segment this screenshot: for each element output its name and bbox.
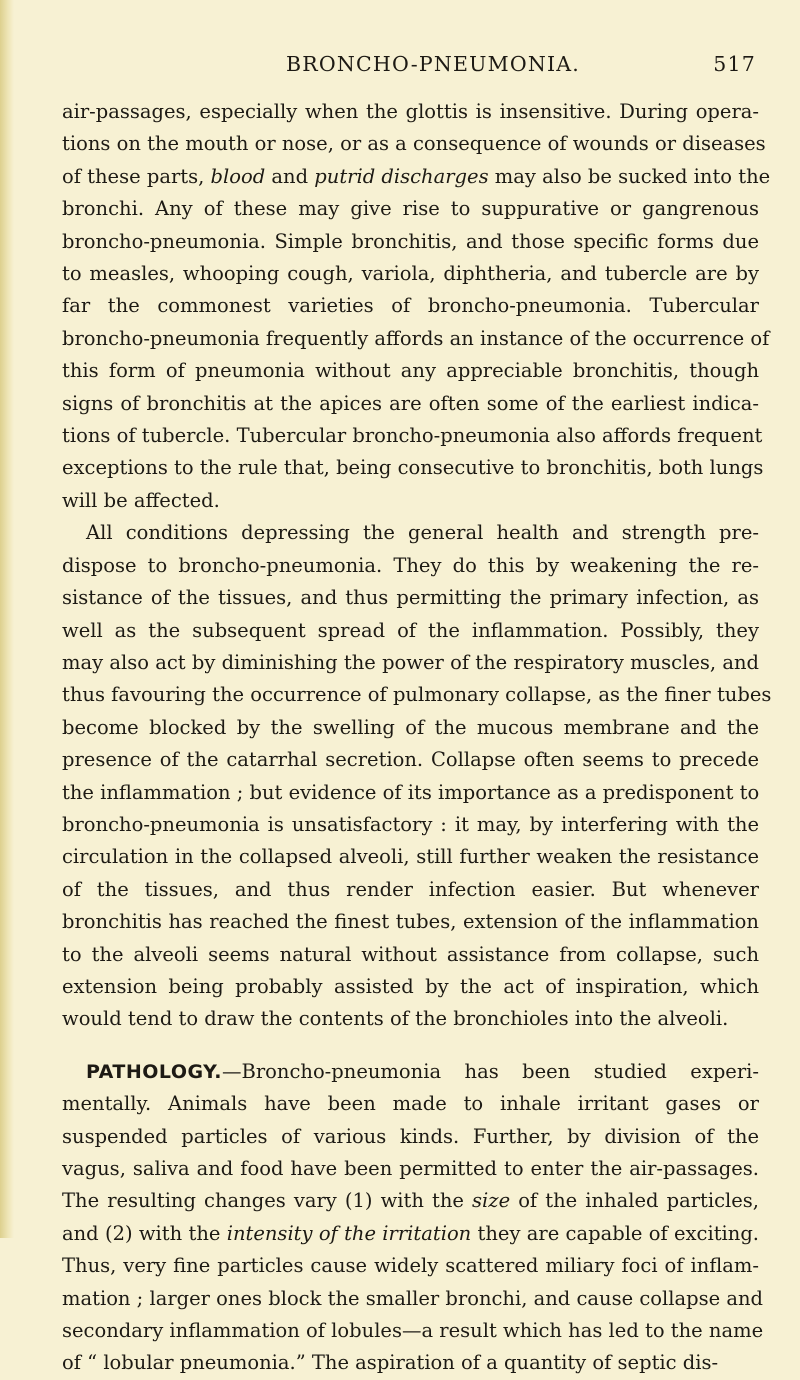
text-line: All conditions depressing the general health and strength pre-	[86, 521, 759, 545]
text-line: tions of tubercle. Tubercular broncho-pneumonia also affords frequent	[62, 424, 763, 448]
text-line: broncho-pneumonia is unsatisfactory : it may, by interfering with the	[62, 812, 759, 836]
text-line: vagus, saliva and food have been permitted to enter the air-passages.	[62, 1157, 759, 1180]
text-line: will be affected.	[62, 488, 220, 512]
text-line: of these parts, blood and putrid discharges may also be sucked into the	[62, 164, 771, 188]
text-line: sistance of the tissues, and thus permitting the primary infection, as	[62, 586, 759, 610]
text-line: of the tissues, and thus render infection easier. But whenever	[62, 877, 759, 901]
paragraph-pathology	[62, 1056, 764, 1380]
text-line: of “ lobular pneumonia.” The aspiration of a quantity of septic dis-	[62, 1351, 719, 1375]
text-line: thus favouring the occurrence of pulmonary collapse, as the finer tubes	[62, 683, 772, 707]
running-title: BRONCHO-PNEUMONIA.	[286, 52, 581, 76]
text-line: signs of bronchitis at the apices are often some of the earliest indica-	[62, 391, 759, 415]
text-line: may also act by diminishing the power of the respiratory muscles, and	[62, 650, 759, 674]
text-line: far the commonest varieties of broncho-pneumonia. Tubercular	[62, 294, 759, 318]
text-line: broncho-pneumonia frequently affords an instance of the occurrence of	[62, 326, 770, 350]
text-line: broncho-pneumonia. Simple bronchitis, and those specific forms due	[62, 229, 759, 253]
text-line: mation ; larger ones block the smaller bronchi, and cause collapse and	[62, 1286, 764, 1310]
running-header	[62, 46, 756, 82]
section-heading: PATHOLOGY.	[86, 1060, 223, 1083]
text-line: suspended particles of various kinds. Further, by division of the	[62, 1124, 759, 1148]
text-line: would tend to draw the contents of the bronchioles into the alveoli.	[62, 1007, 729, 1031]
text-line: mentally. Animals have been made to inhale irritant gases or	[62, 1092, 759, 1116]
emphasis: blood	[210, 164, 266, 188]
text-line: PATHOLOGY.—Broncho-pneumonia has been studied experi-	[86, 1059, 759, 1083]
text-line: to measles, whooping cough, variola, diphtheria, and tubercle are by	[62, 262, 759, 286]
section-gap	[62, 1036, 759, 1056]
text-line: dispose to broncho-pneumonia. They do this by weakening the re-	[62, 553, 759, 577]
text-line: exceptions to the rule that, being consecutive to bronchitis, both lungs	[62, 456, 764, 480]
text-line: bronchitis has reached the finest tubes, extension of the inflammation	[62, 910, 759, 934]
text-line: well as the subsequent spread of the inflammation. Possibly, they	[62, 618, 759, 642]
text-line: bronchi. Any of these may give rise to suppurative or gangrenous	[62, 197, 759, 221]
text-line: extension being probably assisted by the act of inspiration, which	[62, 974, 759, 998]
emphasis: intensity of the irritation	[226, 1221, 472, 1245]
body-text	[62, 96, 772, 1380]
page-number: 517	[713, 52, 756, 76]
text-line: air-passages, especially when the glottis is insensitive. During opera-	[62, 100, 759, 123]
page-edge-shadow	[0, 0, 14, 1238]
emphasis: size	[472, 1189, 511, 1213]
emphasis: putrid discharges	[314, 164, 489, 188]
text-line: this form of pneumonia without any appreciable bronchitis, though	[62, 359, 759, 383]
text-line: presence of the catarrhal secretion. Collapse often seems to precede	[62, 748, 759, 772]
text-line: Thus, very fine particles cause widely scattered miliary foci of inflam-	[62, 1254, 759, 1278]
text-line: circulation in the collapsed alveoli, still further weaken the resistance	[62, 845, 759, 869]
text-line: tions on the mouth or nose, or as a consequence of wounds or diseases	[62, 132, 766, 156]
text-line: secondary inflammation of lobules—a result which has led to the name	[62, 1319, 764, 1343]
text-line: the inflammation ; but evidence of its importance as a predisponent to	[62, 780, 760, 804]
paragraph-2	[62, 517, 772, 1036]
text-line: become blocked by the swelling of the mucous membrane and the	[62, 715, 759, 739]
text-line: The resulting changes vary (1) with the size of the inhaled particles,	[62, 1189, 759, 1213]
paragraph-1	[62, 96, 771, 517]
text-line: to the alveoli seems natural without assistance from collapse, such	[62, 942, 759, 966]
text-line: and (2) with the intensity of the irritation they are capable of exciting.	[62, 1221, 760, 1245]
